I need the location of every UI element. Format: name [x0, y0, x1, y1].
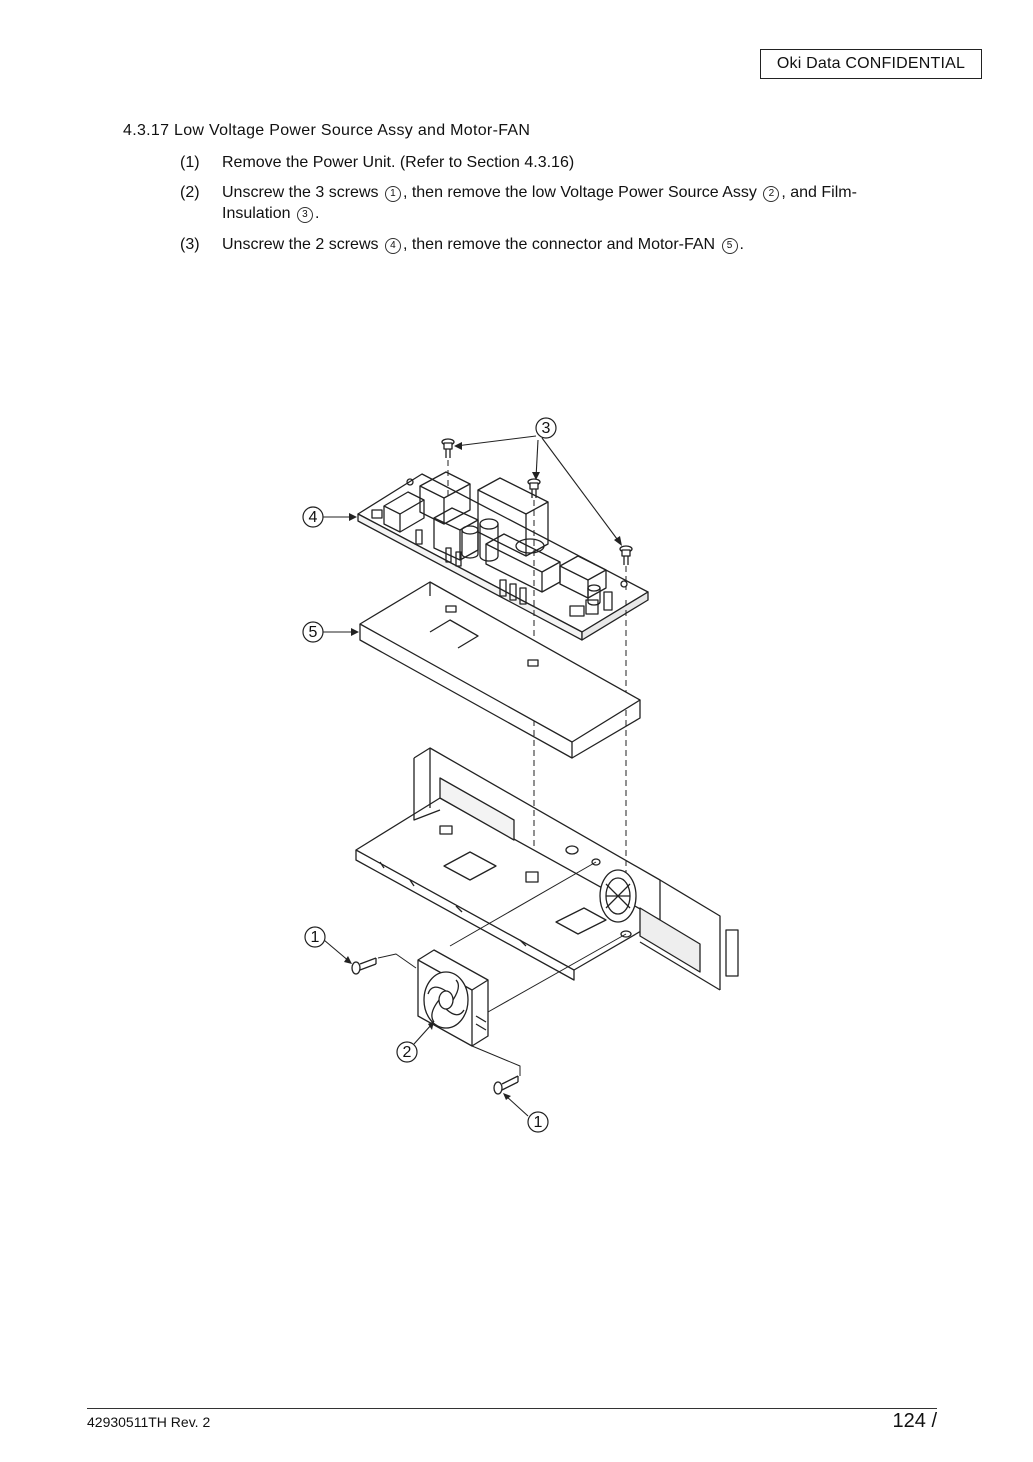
ref-circle: 3 [297, 207, 313, 223]
callout-label: 2 [402, 1044, 412, 1061]
chassis-frame [356, 748, 738, 990]
callout-label: 5 [308, 624, 318, 641]
callout-label: 3 [541, 420, 551, 437]
callout-label: 4 [308, 509, 318, 526]
callout-label: 1 [533, 1114, 543, 1131]
footer-divider [87, 1408, 937, 1409]
confidential-label: Oki Data CONFIDENTIAL [760, 49, 982, 79]
ref-circle: 1 [385, 186, 401, 202]
step-number: (3) [180, 236, 200, 253]
step-number: (2) [180, 184, 200, 201]
step-text: Unscrew the 3 screws 1 , then remove the low Voltage Power Source Assy 2 , and Film-Insulation 3 . [222, 184, 857, 222]
document-id: 42930511TH Rev. 2 [87, 1414, 211, 1430]
screw-lower-right [494, 1076, 518, 1094]
callout-label: 1 [310, 929, 320, 946]
section-title: 4.3.17 Low Voltage Power Source Assy and Motor-FAN [123, 122, 531, 139]
step-text: Remove the Power Unit. (Refer to Section 4.3.16) [222, 154, 575, 171]
screw-lower-left [352, 958, 376, 974]
ref-circle: 4 [385, 238, 401, 254]
page-number: 124 / [892, 1410, 937, 1432]
ref-circle: 5 [722, 238, 738, 254]
step-number: (1) [180, 154, 200, 171]
motor-fan [418, 950, 488, 1046]
screw-top-left [442, 439, 454, 458]
screw-top-right [620, 546, 632, 565]
ref-circle: 2 [763, 186, 779, 202]
step-text: Unscrew the 2 screws 4 , then remove the connector and Motor-FAN 5 . [222, 236, 744, 253]
